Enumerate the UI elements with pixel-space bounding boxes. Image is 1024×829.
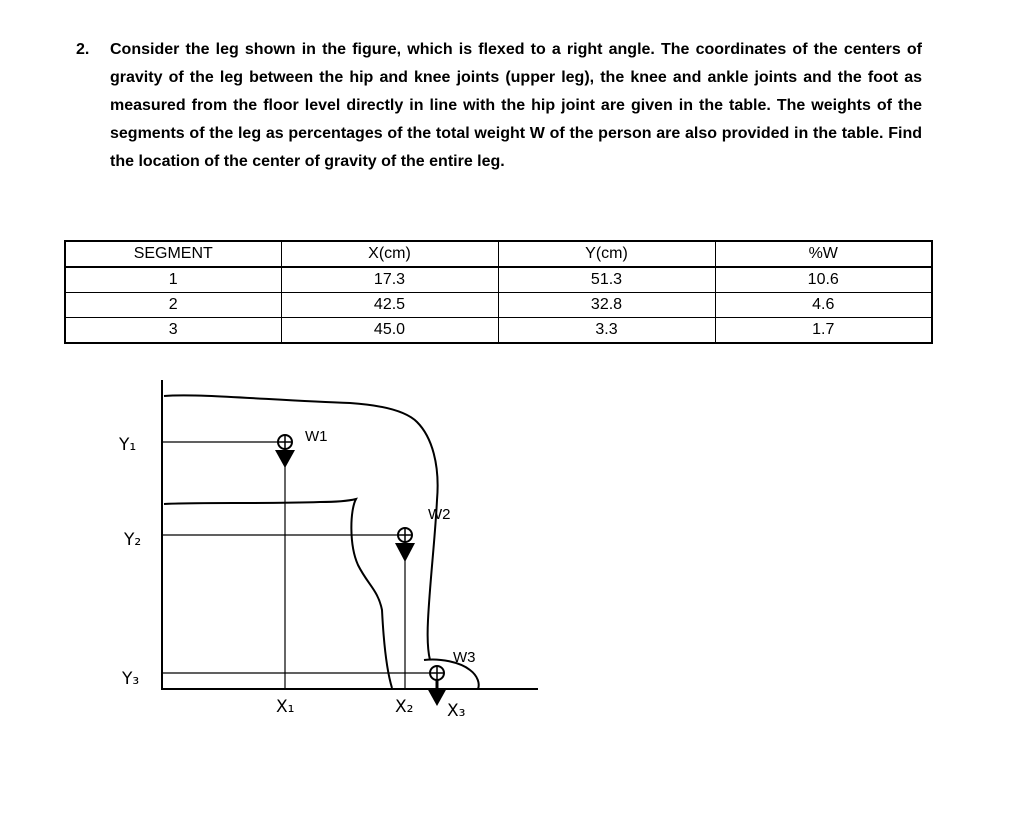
problem-number: 2. <box>76 41 90 58</box>
cg-marker-w3 <box>427 666 447 706</box>
column-header-segment: SEGMENT <box>65 241 281 267</box>
column-header-x: X(cm) <box>281 241 498 267</box>
table-cell: 17.3 <box>281 267 498 293</box>
table-cell: 51.3 <box>498 267 715 293</box>
column-header-y: Y(cm) <box>498 241 715 267</box>
table-cell: 3.3 <box>498 318 715 344</box>
label-y2: Y₂ <box>124 530 142 550</box>
label-w3: W3 <box>453 649 476 666</box>
label-w2: W2 <box>428 506 451 523</box>
weight-arrow-icon <box>427 688 447 706</box>
problem-text: Consider the leg shown in the figure, which is flexed to a right angle. The coordinates of the centers of gravity of the leg between the hip and knee joints (upper leg), the knee and ankle joints and the foot as measured from the floor level directly in line with the hip joint are given in the table. The weights of the segments of the leg as percentages of the total weight W of the person are also provided in the table. Find the location of the center of gravity of the entire leg. <box>110 41 922 170</box>
weight-arrow-icon <box>275 450 295 468</box>
cg-marker-w2 <box>395 528 415 562</box>
table-cell: 42.5 <box>281 293 498 318</box>
table-cell: 45.0 <box>281 318 498 344</box>
table-cell: 1.7 <box>715 318 932 344</box>
table-cell: 2 <box>65 293 281 318</box>
label-w1: W1 <box>305 428 328 445</box>
column-header-weight: %W <box>715 241 932 267</box>
label-x1: X₁ <box>276 697 295 717</box>
weight-arrow-icon <box>395 543 415 562</box>
table-cell: 4.6 <box>715 293 932 318</box>
label-y1: Y₁ <box>119 435 137 455</box>
leg-outline-front <box>164 499 392 688</box>
table-cell: 32.8 <box>498 293 715 318</box>
label-x3: X₃ <box>447 701 466 721</box>
label-x2: X₂ <box>395 697 414 717</box>
table-cell: 10.6 <box>715 267 932 293</box>
label-y3: Y₃ <box>122 669 140 689</box>
cg-marker-w1 <box>275 435 295 468</box>
table-cell: 1 <box>65 267 281 293</box>
leg-outline-back <box>164 395 438 660</box>
table-cell: 3 <box>65 318 281 344</box>
